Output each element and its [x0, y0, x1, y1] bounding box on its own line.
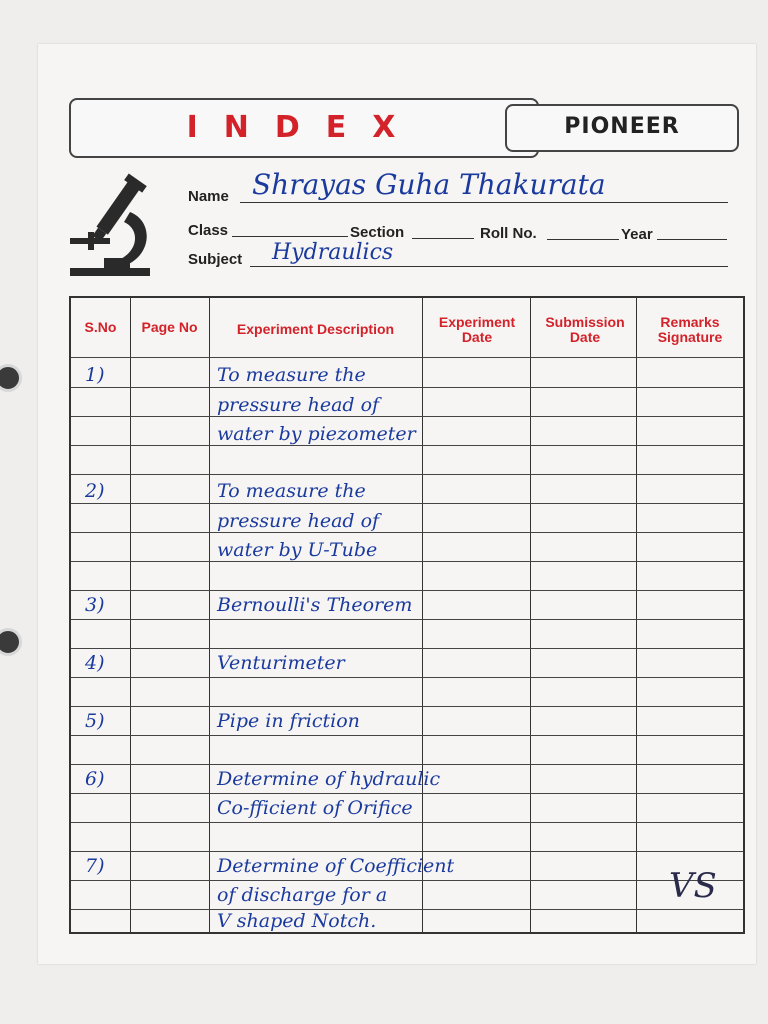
row-7-desc-line-3: V shaped Notch.: [217, 910, 377, 932]
subject-line: [250, 266, 728, 267]
row-line: [71, 503, 743, 504]
row-3-sno: 3): [85, 594, 105, 616]
row-line: [71, 561, 743, 562]
row-7-sno: 7): [85, 855, 105, 877]
name-value: Shrayas Guha Thakurata: [252, 168, 606, 201]
column-header-remarks: Remarks Signature: [657, 314, 723, 345]
row-line: [71, 706, 743, 707]
subject-label: Subject: [188, 251, 243, 268]
row-line: [71, 677, 743, 678]
section-line: [412, 238, 474, 239]
index-title: INDEX: [186, 110, 422, 145]
row-2-sno: 2): [85, 480, 105, 502]
row-line: [71, 822, 743, 823]
column-header-page-no: Page No: [141, 319, 198, 335]
row-line: [71, 532, 743, 533]
row-line: [71, 851, 743, 852]
row-2-desc-line-3: water by U-Tube: [217, 539, 378, 561]
row-6-desc-line-2: Co-fficient of Orifice: [217, 797, 413, 819]
column-divider: [209, 298, 210, 932]
row-line: [71, 909, 743, 910]
row-5-sno: 5): [85, 710, 105, 732]
section-label: Section: [350, 224, 405, 241]
row-2-desc-line-1: To measure the: [217, 480, 366, 502]
name-line: [240, 202, 728, 203]
row-5-desc-line-1: Pipe in friction: [217, 710, 360, 732]
column-divider: [530, 298, 531, 932]
punch-hole-bottom: [0, 628, 22, 656]
year-line: [657, 239, 727, 240]
year-label: Year: [621, 226, 653, 243]
header-divider: [71, 357, 743, 358]
subject-value: Hydraulics: [272, 240, 394, 265]
rollno-label: Roll No.: [480, 225, 537, 242]
row-line: [71, 387, 743, 388]
row-1-desc-line-3: water by piezometer: [217, 423, 416, 445]
row-6-sno: 6): [85, 768, 105, 790]
row-4-desc-line-1: Venturimeter: [217, 652, 345, 674]
row-line: [71, 590, 743, 591]
row-line: [71, 793, 743, 794]
row-4-sno: 4): [85, 652, 105, 674]
column-header-description: Experiment Description: [236, 321, 395, 337]
column-divider: [636, 298, 637, 932]
column-header-experiment-date: Experiment Date: [438, 314, 516, 345]
punch-hole-top: [0, 364, 22, 392]
class-line: [232, 236, 348, 237]
row-1-desc-line-1: To measure the: [217, 364, 366, 386]
row-line: [71, 619, 743, 620]
row-line: [71, 474, 743, 475]
brand-box: [505, 104, 739, 152]
column-header-sno: S.No: [84, 319, 117, 335]
row-line: [71, 735, 743, 736]
row-1-desc-line-2: pressure head of: [217, 394, 380, 416]
row-2-desc-line-2: pressure head of: [217, 510, 380, 532]
index-table: [69, 296, 745, 934]
index-title-box: [69, 98, 539, 158]
column-divider: [130, 298, 131, 932]
name-label: Name: [188, 188, 229, 205]
row-3-desc-line-1: Bernoulli's Theorem: [217, 594, 413, 616]
column-divider: [422, 298, 423, 932]
row-7-desc-line-2: of discharge for a: [217, 884, 388, 906]
row-line: [71, 445, 743, 446]
microscope-icon: [64, 172, 156, 282]
row-line: [71, 764, 743, 765]
row-6-desc-line-1: Determine of hydraulic: [217, 768, 441, 790]
row-line: [71, 880, 743, 881]
column-header-submission-date: Submission Date: [545, 314, 625, 345]
row-1-sno: 1): [85, 364, 105, 386]
row-line: [71, 416, 743, 417]
row-7-desc-line-1: Determine of Coefficient: [217, 855, 455, 877]
rollno-line: [547, 239, 619, 240]
brand-logo: PIONEER: [564, 114, 680, 139]
remarks-signature: VS: [669, 866, 717, 906]
class-label: Class: [188, 222, 229, 239]
row-line: [71, 648, 743, 649]
